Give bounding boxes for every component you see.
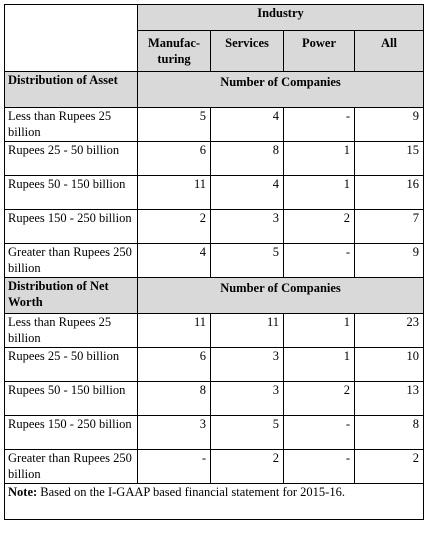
row-label: Greater than Rupees 250 billion [5,450,138,484]
cell-value: 6 [138,348,211,382]
cell-value: 15 [355,142,424,176]
cell-value: 10 [355,348,424,382]
cell-value: 11 [138,314,211,348]
cell-value: 4 [138,244,211,278]
row-label: Rupees 150 - 250 billion [5,416,138,450]
column-header-1: Services [211,31,284,72]
section-title: Distribution of Net Worth [5,278,138,314]
column-header-2: Power [284,31,355,72]
cell-value: 1 [284,176,355,210]
cell-value: 5 [138,108,211,142]
cell-value: 6 [138,142,211,176]
cell-value: - [284,108,355,142]
cell-value: 3 [211,348,284,382]
cell-value: 23 [355,314,424,348]
table-row [5,244,424,278]
table-row [5,314,424,348]
cell-value: 2 [284,382,355,416]
column-header-3: All [355,31,424,72]
table-row [5,416,424,450]
cell-value: 1 [284,314,355,348]
row-label: Rupees 50 - 150 billion [5,176,138,210]
row-label: Less than Rupees 25 billion [5,108,138,142]
column-header-0: Manufac- turing [138,31,211,72]
table-row [5,382,424,416]
table-row [5,176,424,210]
section-title: Distribution of Asset [5,72,138,108]
row-label: Less than Rupees 25 billion [5,314,138,348]
cell-value: - [284,450,355,484]
cell-value: 16 [355,176,424,210]
data-table-container [4,4,424,520]
cell-value: 5 [211,416,284,450]
cell-value: 13 [355,382,424,416]
row-label: Greater than Rupees 250 billion [5,244,138,278]
company-distribution-table [4,4,424,520]
row-label: Rupees 150 - 250 billion [5,210,138,244]
cell-value: - [284,244,355,278]
row-label: Rupees 25 - 50 billion [5,348,138,382]
cell-value: 2 [211,450,284,484]
cell-value: 9 [355,244,424,278]
cell-value: - [284,416,355,450]
note-text: Based on the I-GAAP based financial statement for 2015-16. [40,485,345,499]
cell-value: 3 [138,416,211,450]
section-subheading: Number of Companies [138,278,424,314]
cell-value: 2 [284,210,355,244]
corner-cell [5,5,138,72]
table-row [5,108,424,142]
table-row [5,348,424,382]
footnote [5,484,424,520]
cell-value: 2 [138,210,211,244]
cell-value: 8 [211,142,284,176]
table-row [5,450,424,484]
cell-value: 1 [284,142,355,176]
cell-value: 4 [211,176,284,210]
cell-value: 3 [211,210,284,244]
cell-value: 9 [355,108,424,142]
cell-value: 11 [211,314,284,348]
table-row [5,142,424,176]
row-label: Rupees 50 - 150 billion [5,382,138,416]
cell-value: 2 [355,450,424,484]
cell-value: - [138,450,211,484]
cell-value: 7 [355,210,424,244]
row-label: Rupees 25 - 50 billion [5,142,138,176]
note-prefix: Note: [8,485,38,499]
section-subheading: Number of Companies [138,72,424,108]
cell-value: 8 [355,416,424,450]
cell-value: 5 [211,244,284,278]
cell-value: 3 [211,382,284,416]
cell-value: 1 [284,348,355,382]
cell-value: 11 [138,176,211,210]
industry-header: Industry [138,5,424,31]
cell-value: 8 [138,382,211,416]
cell-value: 4 [211,108,284,142]
table-row [5,210,424,244]
